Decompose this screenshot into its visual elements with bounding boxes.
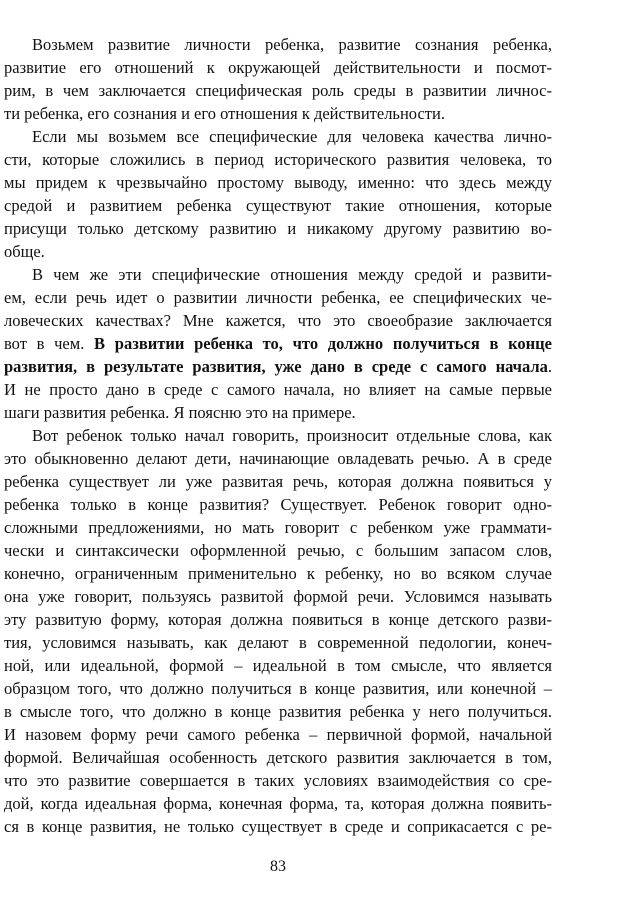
line-text: средой и развитием ребенка существуют такие отношения, которые (4, 196, 552, 215)
text-line (4, 34, 552, 56)
text-line (4, 218, 552, 240)
line-text: формой. Величайшая особенность детского развития заключается в том, (4, 748, 552, 767)
text-line (4, 540, 552, 562)
text-line (4, 103, 552, 125)
line-text: она уже говорит, пользуясь развитой формой речи. Условимся называть (4, 587, 552, 606)
line-text: сложными предложениями, но мать говорит с ребенком уже граммати- (4, 518, 552, 537)
line-text: . (547, 357, 552, 376)
line-text: ся в конце развития, не только существует в среде и соприкасается с ре- (4, 817, 552, 836)
line-text: что это развитие совершается в таких условиях взаимодействия со сре- (4, 771, 552, 790)
line-text: образцом того, что должно получиться в конце развития, или конечной – (4, 679, 552, 698)
text-line (4, 264, 552, 286)
text-line (4, 770, 552, 792)
line-text: присущи только детскому развитию и никакому другому развитию во- (4, 219, 552, 238)
line-text: Возьмем развитие личности ребенка, развитие сознания ребенка, (32, 35, 552, 54)
line-text: ной, или идеальной, формой – идеальной в том смысле, что является (4, 656, 552, 675)
text-line (4, 494, 552, 516)
line-text: тия, условимся называть, как делают в современной педологии, конеч- (4, 633, 552, 652)
text-line (4, 471, 552, 493)
text-line (4, 195, 552, 217)
text-line (4, 609, 552, 631)
text-line (4, 816, 552, 838)
text-line (4, 586, 552, 608)
text-line (4, 379, 552, 401)
page-number: 83 (270, 858, 286, 875)
text-line (4, 563, 552, 585)
text-line (4, 149, 552, 171)
text-line (4, 793, 552, 815)
text-line (4, 632, 552, 654)
line-text: ребенка только в конце развития? Существует. Ребенок говорит одно- (4, 495, 552, 514)
line-text: шаги развития ребенка. Я поясню это на примере. (4, 403, 356, 422)
text-line (4, 425, 552, 447)
line-text: чески и синтаксически оформленной речью, с большим запасом слов, (4, 541, 552, 560)
text-line (4, 241, 552, 263)
line-text: сти, которые сложились в период исторического развития человека, то (4, 150, 552, 169)
emphasis-text: В развитии ребенка то, что должно получиться в конце (94, 334, 552, 353)
text-line (4, 333, 552, 355)
line-text: Вот ребенок только начал говорить, произносит отдельные слова, как (32, 426, 552, 445)
line-text: конечно, ограниченным применительно к ребенку, но во всяком случае (4, 564, 552, 583)
line-text: рим, в чем заключается специфическая роль среды в развитии личнос- (4, 81, 552, 100)
text-line (4, 126, 552, 148)
text-line (4, 655, 552, 677)
text-line (4, 678, 552, 700)
text-line (4, 287, 552, 309)
line-text: ловеческих качествах? Мне кажется, что это своеобразие заключается (4, 311, 552, 330)
line-text: ребенка существует ли уже развитая речь, которая должна появиться у (4, 472, 552, 491)
line-text: И не просто дано в среде с самого начала, но влияет на самые первые (4, 380, 552, 399)
line-text: ем, если речь идет о развитии личности ребенка, ее специфических че- (4, 288, 552, 307)
line-text: ти ребенка, его сознания и его отношения к действительности. (4, 104, 445, 123)
text-line (4, 448, 552, 470)
text-line (4, 701, 552, 723)
line-text: И назовем форму речи самого ребенка – первичной формой, начальной (4, 725, 552, 744)
line-text: в смысле того, что должно в конце развития ребенка у него получиться. (4, 702, 552, 721)
text-line (4, 356, 552, 378)
text-line (4, 80, 552, 102)
text-line (4, 724, 552, 746)
text-line (4, 172, 552, 194)
text-line (4, 310, 552, 332)
text-line (4, 747, 552, 769)
emphasis-text: развития, в результате развития, уже дано в среде с самого начала (4, 357, 548, 376)
line-text: Если мы возьмем все специфические для человека качества лично- (32, 127, 552, 146)
line-text: обще. (4, 242, 45, 261)
line-text: вот в чем. (4, 334, 85, 353)
line-text: это обыкновенно делают дети, начинающие овладевать речью. А в среде (4, 449, 552, 468)
text-line (4, 57, 552, 79)
text-line (4, 517, 552, 539)
line-text: эту развитую форму, которая должна появиться в конце детского разви- (4, 610, 552, 629)
line-text: мы придем к чрезвычайно простому выводу, именно: что здесь между (4, 173, 552, 192)
line-text: В чем же эти специфические отношения между средой и развити- (32, 265, 552, 284)
line-text: развитие его отношений к окружающей действительности и посмот- (4, 58, 552, 77)
text-line (4, 402, 552, 424)
line-text: дой, когда идеальная форма, конечная форма, та, которая должна появить- (4, 794, 552, 813)
